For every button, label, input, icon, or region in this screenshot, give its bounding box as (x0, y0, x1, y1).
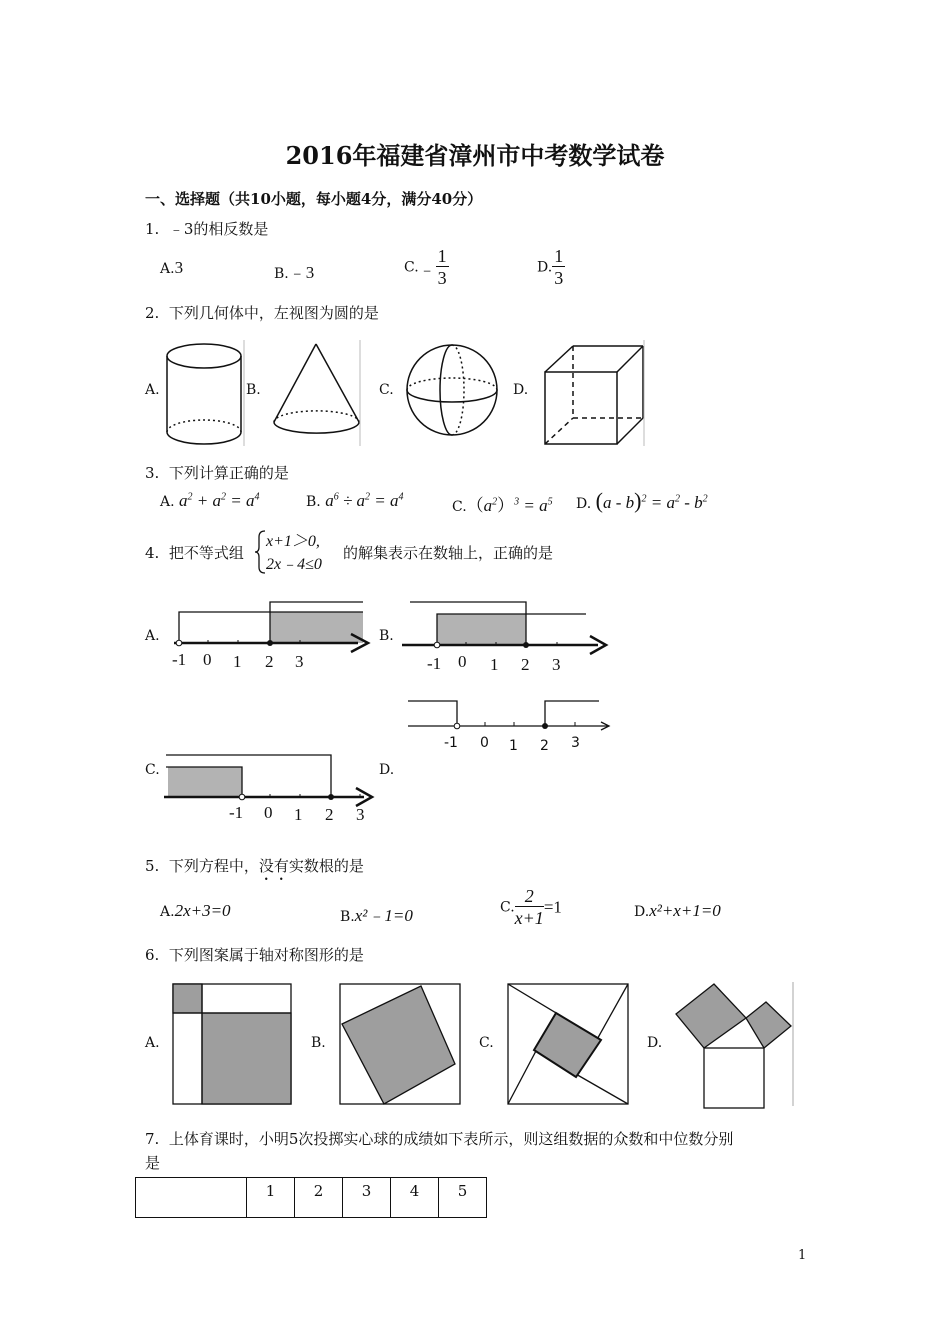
option-label: A. (160, 904, 175, 920)
question-text: 下列计算正确的是 (168, 464, 289, 482)
tick-label: 1 (509, 738, 518, 754)
q4-option-a-label: A. (145, 628, 160, 644)
tick-label: -1 (172, 650, 187, 669)
option-label: B. (340, 909, 355, 925)
tick-label: 0 (264, 803, 273, 822)
cone-figure (274, 344, 359, 433)
tick-label: 2 (521, 655, 530, 674)
question-text: 下列方程中， (168, 857, 259, 875)
q3-option-d (576, 488, 708, 514)
tick-label: 0 (458, 652, 467, 671)
question-number: 7. (145, 1130, 160, 1148)
option-label: B. (274, 266, 289, 282)
q4-option-c-label: C. (145, 762, 160, 778)
question-text: 实数根的是 (288, 857, 364, 875)
fraction (436, 246, 449, 289)
pattern-d (676, 982, 793, 1108)
cube-figure (545, 346, 643, 444)
option-label: D. (634, 904, 650, 920)
question-number: 5. (145, 857, 160, 875)
fraction (552, 246, 565, 289)
question-number: 6. (145, 946, 160, 964)
tick-label: 2 (325, 805, 334, 824)
numerator: 2 (515, 886, 544, 907)
table-header-cell: 4 (391, 1178, 439, 1218)
table-header-cell: 2 (295, 1178, 343, 1218)
q5-option-d (634, 901, 721, 921)
tick-label: 2 (540, 738, 549, 754)
page-number: 1 (798, 1248, 807, 1263)
question-2-stem (145, 302, 379, 323)
formula: $a^2 + a^2 = a^4$ (179, 491, 260, 510)
q2-option-d-label: D. (513, 382, 529, 398)
question-4-stem (145, 542, 244, 563)
question-number: 1. (145, 220, 160, 238)
tick-label: -1 (444, 735, 458, 751)
page-title: 2016年福建省漳州市中考数学试卷 (285, 141, 665, 170)
numerator: 1 (554, 246, 564, 266)
table-header-cell: 1 (247, 1178, 295, 1218)
tick-label: 0 (203, 650, 212, 669)
question-text: 上体育课时，小明5次投掷实心球的成绩如下表所示，则这组数据的众数和中位数分别 (168, 1130, 734, 1148)
option-label: C. (500, 899, 515, 916)
inequality-2: 2x﹣4≤0 (266, 556, 322, 573)
formula: $(a^2)^3 = a^5$ (466, 496, 553, 515)
numerator: 1 (437, 246, 447, 266)
table-header-cell: 5 (439, 1178, 487, 1218)
table-header-cell (136, 1178, 247, 1218)
q6-option-a-label: A. (145, 1035, 160, 1051)
option-label: A. (160, 494, 175, 510)
tick-label: 3 (552, 655, 561, 674)
q3-option-c (452, 491, 553, 516)
tick-label: 3 (356, 805, 365, 824)
formula: 2x+3=0 (174, 901, 231, 920)
q1-option-b (274, 258, 314, 283)
q1-option-a (160, 258, 183, 278)
question-1-stem (145, 218, 268, 239)
sphere-figure (407, 345, 497, 435)
tick-label: 2 (265, 652, 274, 671)
option-value: ﹣3 (288, 263, 315, 282)
question-number: 2. (145, 304, 160, 322)
formula: x²﹣1=0 (354, 906, 413, 925)
q4-number-line-d (405, 694, 615, 734)
tick-label: 1 (233, 652, 242, 671)
question-number: 3. (145, 464, 160, 482)
q3-option-a (160, 491, 259, 511)
option-label: C. (404, 259, 419, 276)
q4-option-b-label: B. (379, 628, 394, 644)
option-label: D. (537, 259, 553, 276)
question-4-stem-post: 的解集表示在数轴上，正确的是 (343, 544, 554, 562)
question-5-stem (145, 855, 364, 884)
question-text: 把不等式组 (168, 544, 244, 562)
q6-option-c-label: C. (479, 1035, 494, 1051)
inequality-1: x+1＞0, (266, 533, 320, 550)
question-text: 下列几何体中，左视图为圆的是 (168, 304, 379, 322)
q2-option-a-label: A. (145, 382, 160, 398)
denominator: x+1 (514, 908, 544, 928)
denominator: 3 (554, 268, 564, 288)
table-row (136, 1178, 487, 1218)
emphasized-text: 没有 (258, 857, 289, 875)
section-heading: 一、选择题（共10小题，每小题4分，满分40分） (145, 190, 483, 208)
q1-option-c (404, 246, 449, 289)
option-label: C. (452, 499, 467, 515)
fraction (515, 886, 544, 929)
tick-label: 3 (571, 735, 580, 751)
q1-option-d (537, 246, 565, 289)
option-sign: ﹣ (418, 260, 436, 279)
tick-label: 3 (295, 652, 304, 671)
q3-option-b (306, 491, 404, 511)
pattern-a (173, 984, 291, 1104)
question-number: 4. (145, 544, 160, 562)
formula: x²+x+1=0 (649, 901, 721, 920)
formula: $a^6 \div a^2 = a^4$ (325, 491, 404, 510)
q5-option-a (160, 901, 231, 921)
option-label: D. (576, 496, 592, 512)
q6-option-d-label: D. (647, 1035, 663, 1051)
question-7-stem-line2: 是 (145, 1154, 161, 1172)
option-label: B. (306, 494, 321, 510)
q6-option-b-label: B. (311, 1035, 326, 1051)
tick-label: -1 (229, 803, 244, 822)
option-value: 3 (174, 258, 184, 277)
formula: =1 (543, 897, 562, 917)
score-table (135, 1177, 487, 1218)
question-text: ﹣3的相反数是 (168, 220, 269, 238)
question-7-stem (145, 1128, 825, 1149)
table-header-cell: 3 (343, 1178, 391, 1218)
pattern-b (340, 984, 460, 1104)
tick-label: 1 (490, 655, 499, 674)
question-text: 下列图案属于轴对称图形的是 (168, 946, 364, 964)
tick-label: 0 (480, 735, 489, 751)
tick-label: -1 (427, 654, 442, 673)
q5-option-b (340, 901, 413, 926)
tick-label: 1 (294, 805, 303, 824)
pattern-c (508, 984, 628, 1104)
q2-option-b-label: B. (246, 382, 261, 398)
q2-solids (160, 338, 650, 450)
q4-option-d-label: D. (379, 762, 395, 778)
q2-option-c-label: C. (379, 382, 394, 398)
question-3-stem (145, 462, 289, 483)
formula: $(a - b)^2 = a^2 - b^2$ (595, 488, 708, 513)
question-6-stem (145, 944, 364, 965)
denominator: 3 (437, 268, 447, 288)
q6-patterns (168, 980, 798, 1110)
option-label: A. (160, 261, 175, 277)
cylinder-figure (167, 344, 241, 444)
q5-option-c (500, 886, 562, 929)
